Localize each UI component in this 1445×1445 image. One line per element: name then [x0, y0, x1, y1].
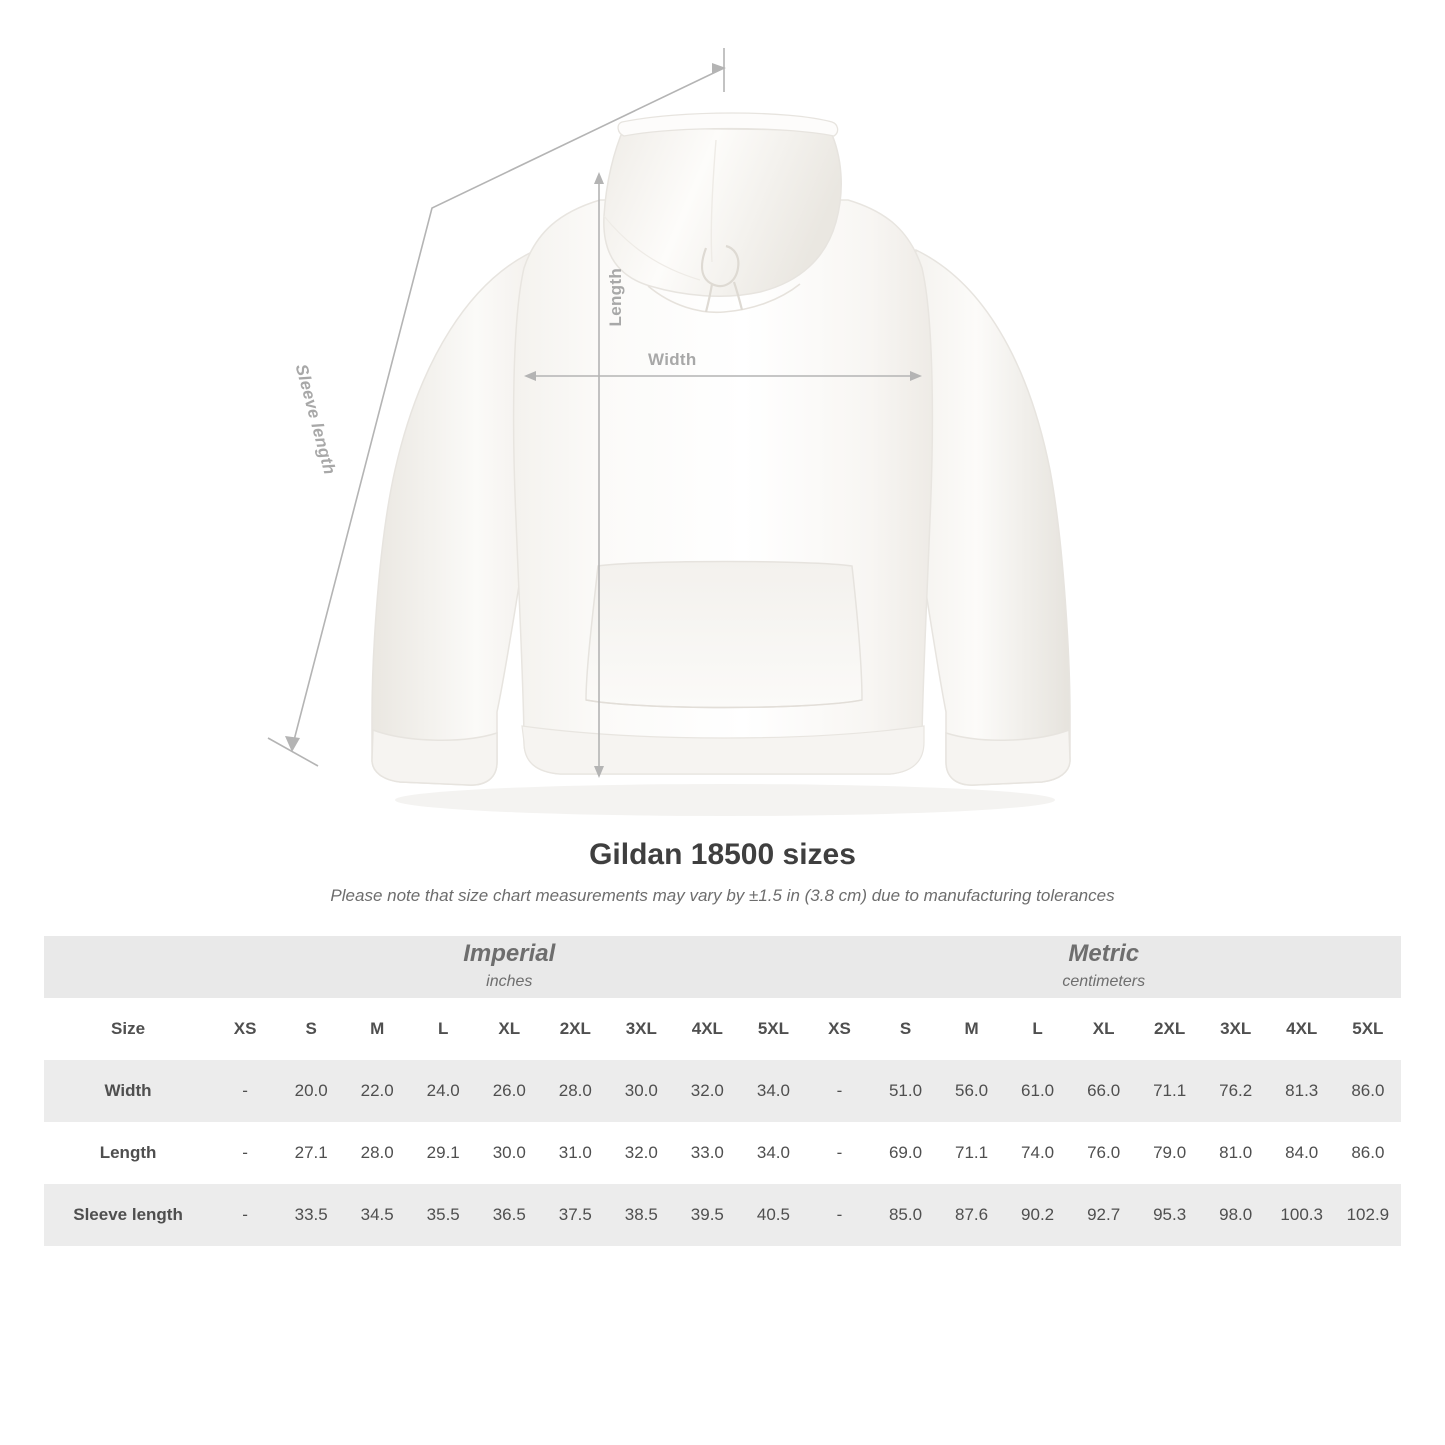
sleeve-imperial-5xl: 40.5: [740, 1184, 806, 1246]
size-header-metric-m: M: [939, 998, 1005, 1060]
sleeve-metric-xl: 92.7: [1071, 1184, 1137, 1246]
table-row-length: [44, 1122, 1401, 1184]
length-imperial-xl: 30.0: [476, 1122, 542, 1184]
length-metric-xs: -: [806, 1122, 872, 1184]
width-imperial-3xl: 30.0: [608, 1060, 674, 1122]
measurement-tolerance-note: Please note that size chart measurements may vary by ±1.5 in (3.8 cm) due to manufacturing tolerances: [330, 886, 1115, 905]
length-metric-m: 71.1: [939, 1122, 1005, 1184]
length-imperial-5xl: 34.0: [740, 1122, 806, 1184]
length-imperial-l: 29.1: [410, 1122, 476, 1184]
length-imperial-xs: -: [212, 1122, 278, 1184]
sleeve-imperial-s: 33.5: [278, 1184, 344, 1246]
width-imperial-4xl: 32.0: [674, 1060, 740, 1122]
size-header-imperial-5xl: 5XL: [740, 998, 806, 1060]
length-metric-xl: 76.0: [1071, 1122, 1137, 1184]
width-metric-s: 51.0: [873, 1060, 939, 1122]
size-header-imperial-l: L: [410, 998, 476, 1060]
size-header-imperial-m: M: [344, 998, 410, 1060]
sleeve-imperial-l: 35.5: [410, 1184, 476, 1246]
size-header-metric-s: S: [873, 998, 939, 1060]
size-chart-table-wrap: [44, 936, 1401, 1246]
sleeve-metric-2xl: 95.3: [1137, 1184, 1203, 1246]
row-label-sleeve-length: Sleeve length: [44, 1184, 212, 1246]
imperial-unit-sub: inches: [486, 973, 533, 991]
size-header-metric-xl: XL: [1071, 998, 1137, 1060]
width-imperial-s: 20.0: [278, 1060, 344, 1122]
length-metric-5xl: 86.0: [1335, 1122, 1401, 1184]
sleeve-metric-3xl: 98.0: [1203, 1184, 1269, 1246]
unit-header-spacer: [44, 936, 212, 998]
width-metric-xl: 66.0: [1071, 1060, 1137, 1122]
size-header-imperial-xs: XS: [212, 998, 278, 1060]
length-metric-s: 69.0: [873, 1122, 939, 1184]
size-chart-table: [44, 936, 1401, 1246]
length-imperial-m: 28.0: [344, 1122, 410, 1184]
imperial-unit-name: Imperial: [463, 940, 556, 968]
length-metric-3xl: 81.0: [1203, 1122, 1269, 1184]
size-header-metric-l: L: [1005, 998, 1071, 1060]
width-imperial-xl: 26.0: [476, 1060, 542, 1122]
metric-unit-name: Metric: [1068, 940, 1140, 968]
width-imperial-l: 24.0: [410, 1060, 476, 1122]
length-metric-l: 74.0: [1005, 1122, 1071, 1184]
size-header-metric-5xl: 5XL: [1335, 998, 1401, 1060]
sleeve-imperial-m: 34.5: [344, 1184, 410, 1246]
hood: [604, 128, 841, 296]
sleeve-metric-xs: -: [806, 1184, 872, 1246]
width-imperial-m: 22.0: [344, 1060, 410, 1122]
size-header-label: Size: [44, 998, 212, 1060]
width-metric-m: 56.0: [939, 1060, 1005, 1122]
kangaroo-pocket: [586, 562, 862, 708]
row-label-length: Length: [44, 1122, 212, 1184]
width-metric-3xl: 76.2: [1203, 1060, 1269, 1122]
size-header-imperial-s: S: [278, 998, 344, 1060]
sleeve-metric-s: 85.0: [873, 1184, 939, 1246]
size-header-imperial-xl: XL: [476, 998, 542, 1060]
size-header-metric-3xl: 3XL: [1203, 998, 1269, 1060]
table-row-sleeve-length: [44, 1184, 1401, 1246]
size-header-imperial-2xl: 2XL: [542, 998, 608, 1060]
sleeve-imperial-2xl: 37.5: [542, 1184, 608, 1246]
size-header-metric-4xl: 4XL: [1269, 998, 1335, 1060]
length-label: Length: [606, 268, 625, 327]
length-imperial-4xl: 33.0: [674, 1122, 740, 1184]
length-imperial-s: 27.1: [278, 1122, 344, 1184]
sleeve-length-label: Sleeve length: [291, 362, 340, 477]
length-imperial-2xl: 31.0: [542, 1122, 608, 1184]
width-metric-4xl: 81.3: [1269, 1060, 1335, 1122]
length-metric-4xl: 84.0: [1269, 1122, 1335, 1184]
length-imperial-3xl: 32.0: [608, 1122, 674, 1184]
size-header-imperial-4xl: 4XL: [674, 998, 740, 1060]
width-imperial-xs: -: [212, 1060, 278, 1122]
length-metric-2xl: 79.0: [1137, 1122, 1203, 1184]
size-header-imperial-3xl: 3XL: [608, 998, 674, 1060]
row-label-width: Width: [44, 1060, 212, 1122]
width-metric-l: 61.0: [1005, 1060, 1071, 1122]
sleeve-metric-l: 90.2: [1005, 1184, 1071, 1246]
sleeve-metric-5xl: 102.9: [1335, 1184, 1401, 1246]
sleeve-metric-m: 87.6: [939, 1184, 1005, 1246]
size-header-row: [44, 998, 1401, 1060]
sleeve-imperial-xs: -: [212, 1184, 278, 1246]
width-metric-2xl: 71.1: [1137, 1060, 1203, 1122]
imperial-unit-header: [212, 936, 806, 998]
metric-unit-sub: centimeters: [1062, 973, 1146, 991]
unit-header-row: [44, 936, 1401, 998]
width-metric-5xl: 86.0: [1335, 1060, 1401, 1122]
sleeve-imperial-3xl: 38.5: [608, 1184, 674, 1246]
size-header-metric-xs: XS: [806, 998, 872, 1060]
width-imperial-5xl: 34.0: [740, 1060, 806, 1122]
title-block: [0, 838, 1445, 906]
width-label: Width: [648, 350, 697, 369]
table-row-width: [44, 1060, 1401, 1122]
width-metric-xs: -: [806, 1060, 872, 1122]
sleeve-imperial-xl: 36.5: [476, 1184, 542, 1246]
metric-unit-header: [806, 936, 1401, 998]
sleeve-metric-4xl: 100.3: [1269, 1184, 1335, 1246]
width-imperial-2xl: 28.0: [542, 1060, 608, 1122]
sleeve-imperial-4xl: 39.5: [674, 1184, 740, 1246]
page-title: Gildan 18500 sizes: [589, 838, 856, 871]
size-header-metric-2xl: 2XL: [1137, 998, 1203, 1060]
